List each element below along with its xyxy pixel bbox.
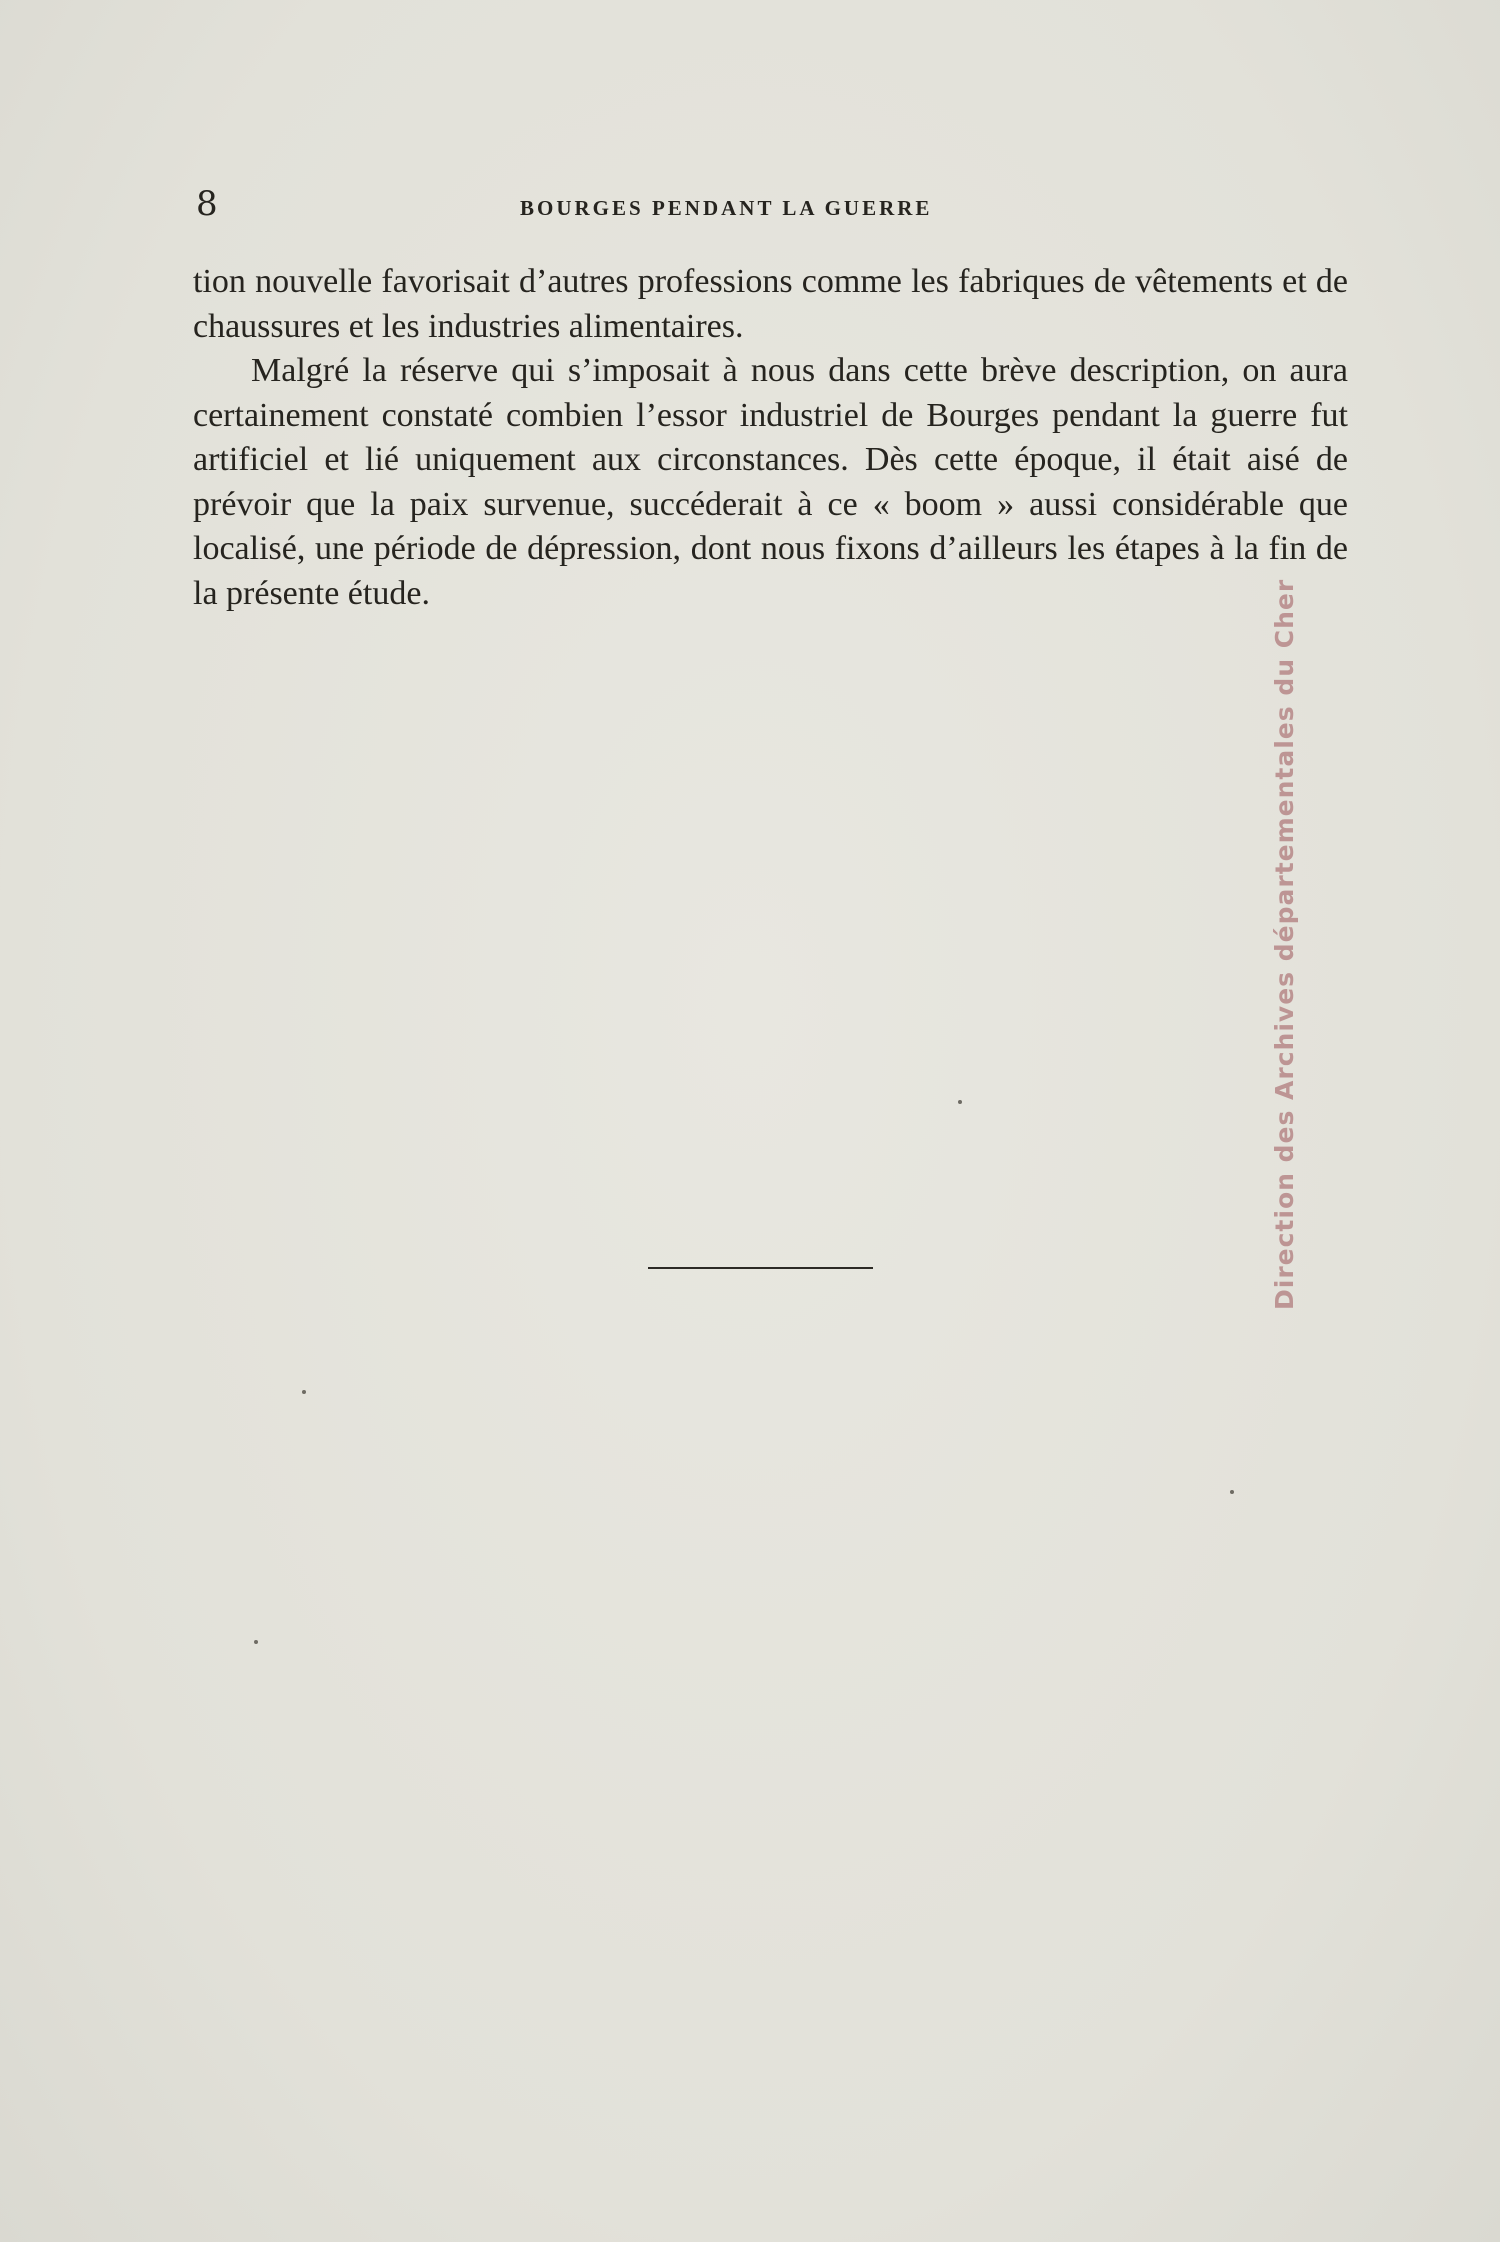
page-number: 8: [196, 184, 218, 224]
paper-speck: [302, 1390, 306, 1394]
body-text: [193, 260, 1348, 616]
archive-watermark: Direction des Archives départementales du Cher: [1270, 578, 1299, 1310]
paragraph-conclusion: Malgré la réserve qui s’imposait à nous dans cette brève description, on aura certainement constaté combien l’essor industriel de Bourges pendant la guerre fut artificiel et lié uniquement aux circonstances. Dès cette époque, il était aisé de prévoir que la paix survenue, succéderait à ce « boom » aussi considérable que localisé, une période de dépression, dont nous fixons d’ailleurs les étapes à la fin de la présente étude.: [193, 352, 1348, 612]
paper-speck: [1230, 1490, 1234, 1494]
section-end-rule: [648, 1267, 873, 1269]
paragraph-continuation: tion nouvelle favorisait d’autres professions comme les fabriques de vêtements et de chaussures et les industries alimentaires.: [193, 263, 1348, 345]
paper-speck: [958, 1100, 962, 1104]
running-head: BOURGES PENDANT LA GUERRE: [520, 196, 933, 220]
paper-speck: [254, 1640, 258, 1644]
